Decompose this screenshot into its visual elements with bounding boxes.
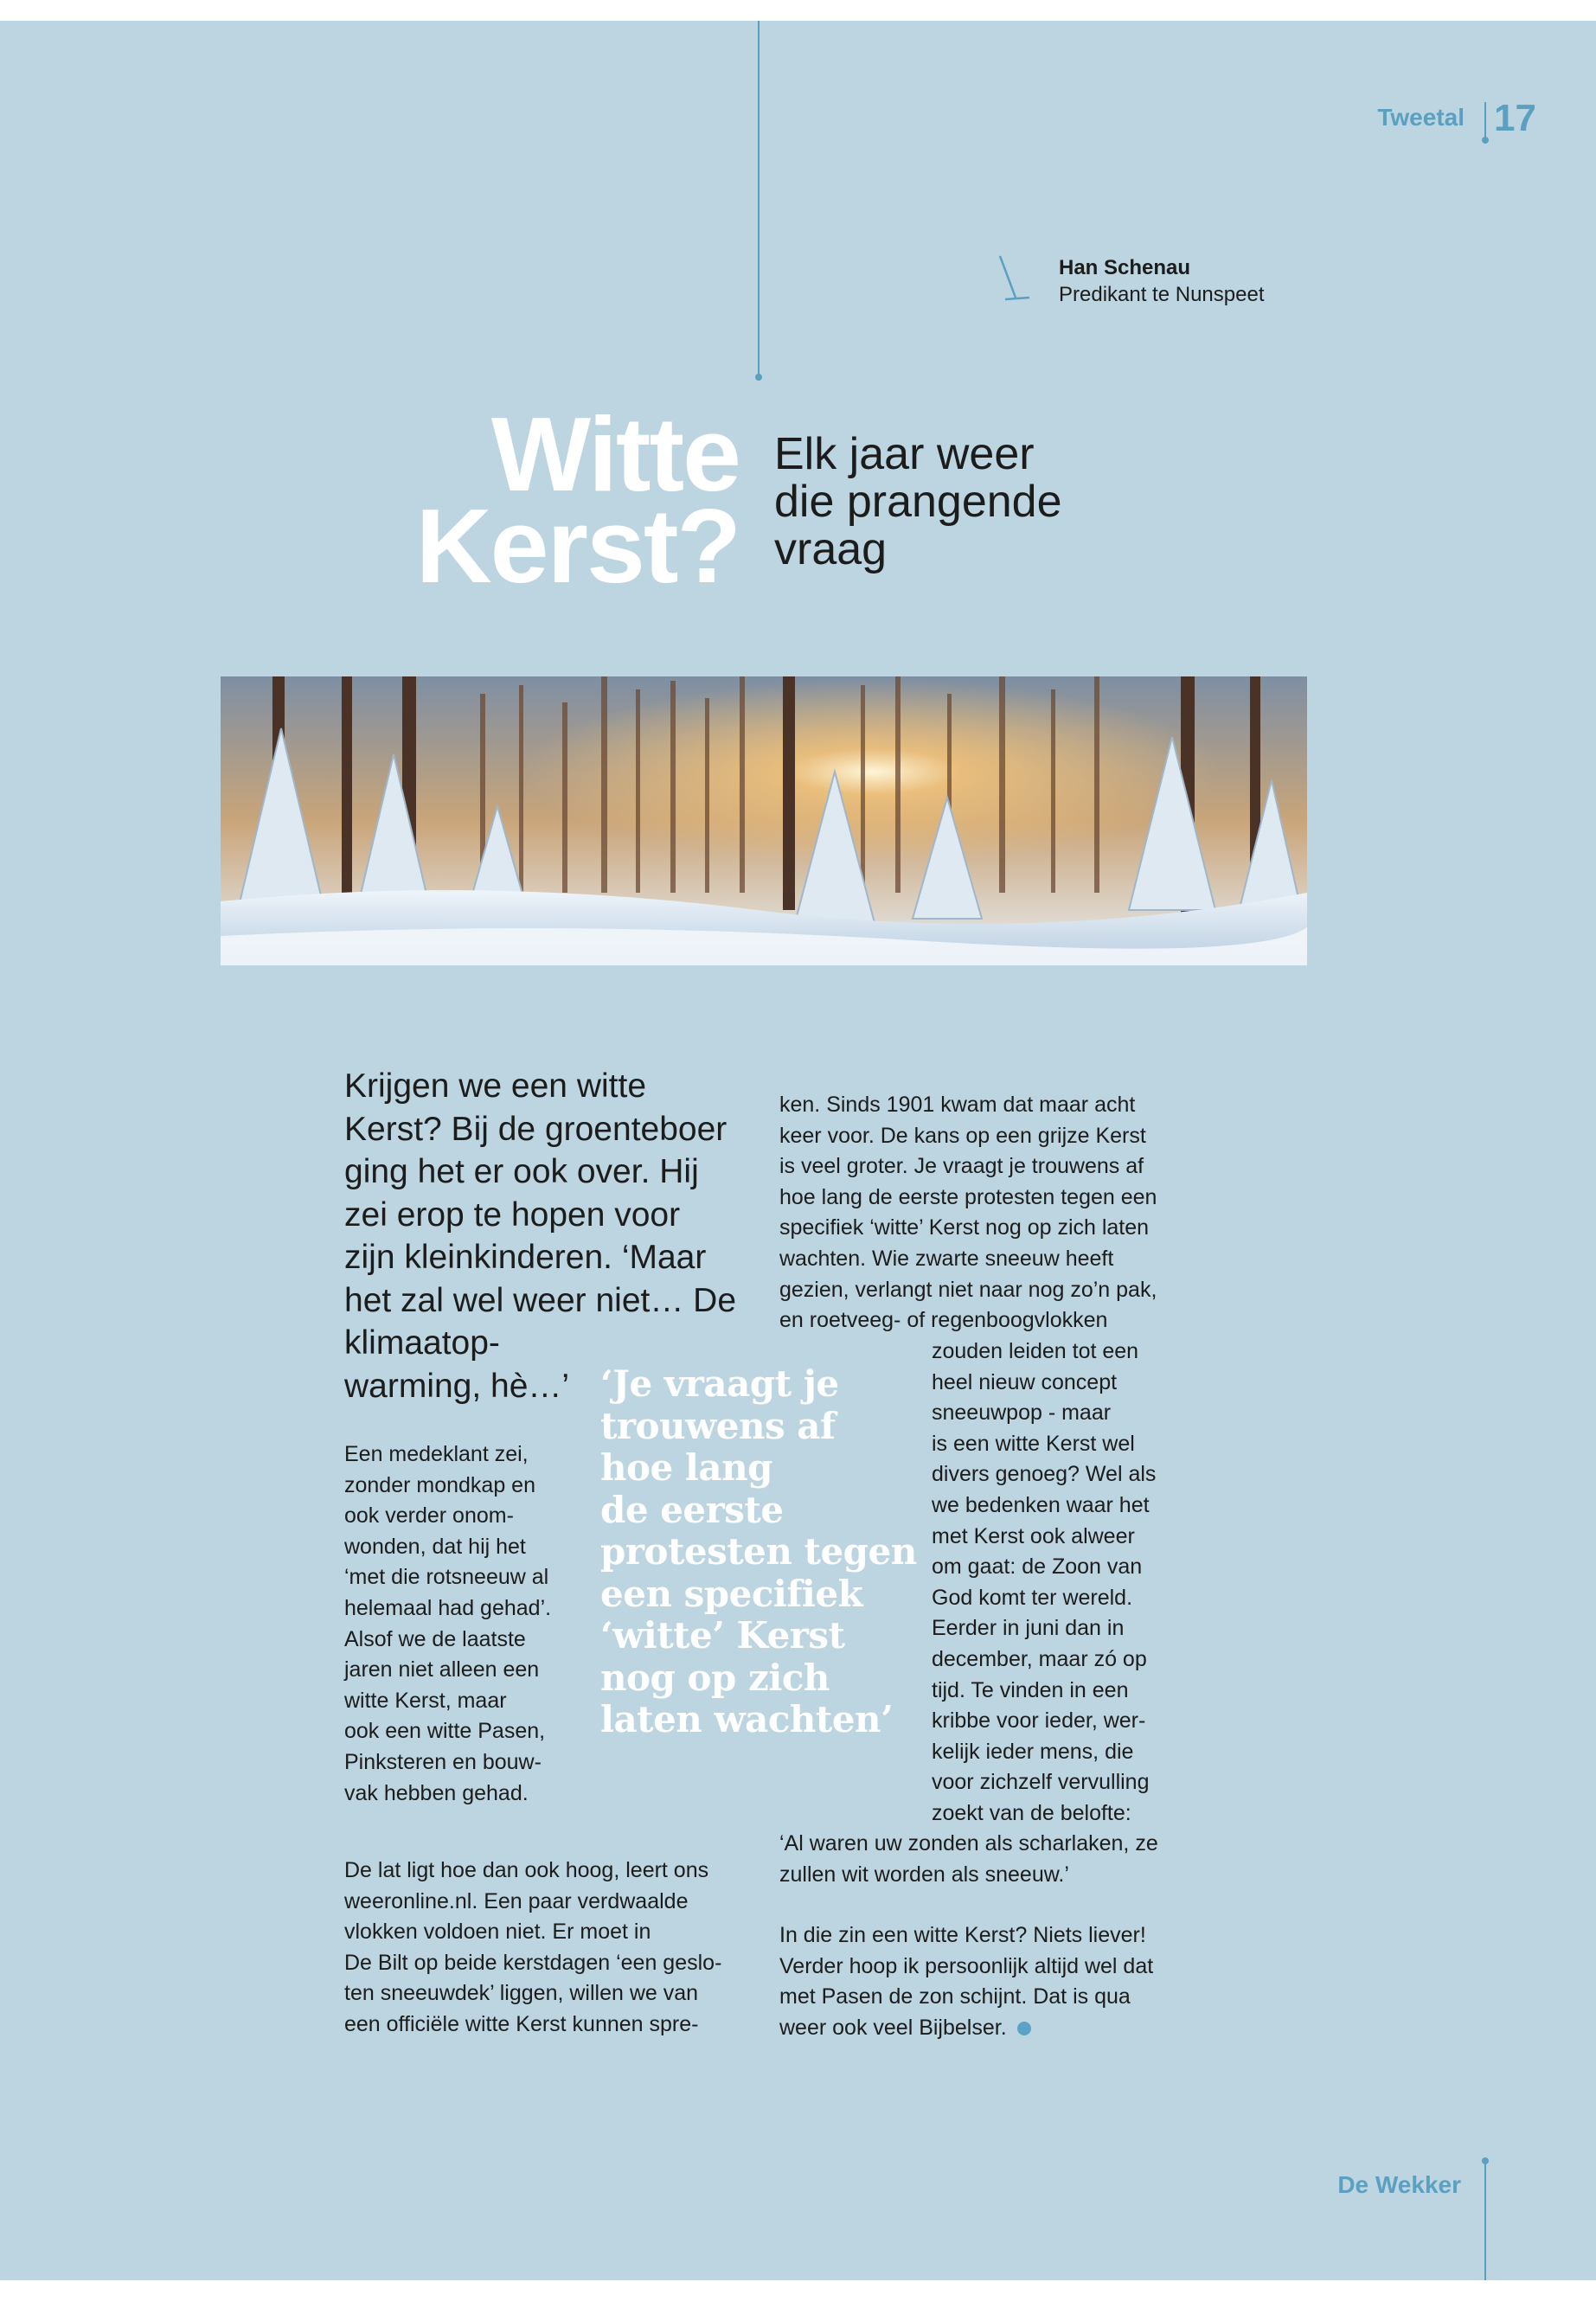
magazine-page [0, 21, 1596, 2280]
lead-line: ging het er ook over. Hij [344, 1153, 699, 1190]
text-line: Een medeklant zei, [344, 1442, 529, 1466]
text-line: om gaat: de Zoon van [932, 1554, 1143, 1580]
quote-line: trouwens af [600, 1404, 836, 1447]
text-line: ‘met die rotsneeuw al [344, 1565, 549, 1590]
text-line: vak hebben gehad. [344, 1780, 529, 1805]
page-title [307, 395, 740, 605]
snowy-forest-photo [221, 676, 1307, 965]
lead-line: warming, hè…’ [344, 1367, 570, 1405]
subtitle-line: Elk jaar weer [774, 429, 1035, 479]
text-line: wachten. Wie zwarte sneeuw heeft [779, 1246, 1114, 1271]
pull-quote [600, 1363, 917, 1741]
text-line: witte Kerst, maar [344, 1688, 507, 1713]
author-name: Han Schenau [1059, 256, 1191, 279]
text-line: weeronline.nl. Een paar verdwaalde [344, 1888, 689, 1913]
text-line: helemaal had gehad’. [344, 1595, 552, 1620]
text-line: zoekt van de belofte: [932, 1800, 1131, 1825]
body-paragraph [344, 1439, 551, 1809]
text-line: heel nieuw concept [932, 1369, 1118, 1394]
quote-line: hoe lang [600, 1446, 772, 1489]
text-line: ook verder onom- [344, 1503, 514, 1529]
title-line: Kerst? [415, 487, 740, 605]
quote-line: ‘witte’ Kerst [600, 1614, 845, 1657]
header-divider-dot [1482, 137, 1489, 144]
quote-line: laten wachten’ [600, 1698, 894, 1740]
lead-line: klimaatop- [344, 1324, 500, 1362]
text-line: kelijk ieder mens, die [932, 1739, 1134, 1764]
body-paragraph [344, 1856, 721, 2041]
text-line: tijd. Te vinden in een [932, 1677, 1129, 1702]
scripture-quote [779, 1829, 1158, 1890]
text-line: een officiële witte Kerst kunnen spre- [344, 2011, 699, 2036]
text-line: De lat ligt hoe dan ook hoog, leert ons [344, 1858, 709, 1882]
text-line: zullen wit worden als sneeuw.’ [779, 1862, 1069, 1887]
text-line: december, maar zó op [932, 1646, 1147, 1671]
text-line: specifiek ‘witte’ Kerst nog op zich laten [779, 1215, 1150, 1240]
text-line: sneeuwpop - maar [932, 1400, 1112, 1426]
lead-line: Krijgen we een witte [344, 1067, 647, 1105]
end-mark-icon [1017, 2022, 1031, 2035]
text-line-content: weer ook veel Bijbelser. [779, 2015, 1007, 2040]
text-line: en roetveeg- of regenboogvlokken [779, 1308, 1108, 1333]
text-line: zouden leiden tot een [932, 1339, 1139, 1363]
top-divider-dot [755, 374, 762, 381]
text-line: met Pasen de zon schijnt. Dat is qua [779, 1984, 1131, 2009]
lead-paragraph [344, 1065, 736, 1407]
text-line: is veel groter. Je vraagt je trouwens af [779, 1154, 1144, 1179]
section-label: Tweetal [1377, 104, 1465, 131]
text-line [779, 2013, 1153, 2044]
body-paragraph [779, 1920, 1153, 2043]
text-line: De Bilt op beide kerstdagen ‘een geslo- [344, 1950, 722, 1975]
subtitle-line: die prangende [774, 477, 1062, 527]
quote-line: ‘Je vraagt je [600, 1362, 839, 1405]
text-line: gezien, verlangt niet naar nog zo’n pak, [779, 1277, 1157, 1302]
footer-divider [1484, 2161, 1486, 2280]
body-paragraph [779, 1090, 1157, 1336]
text-line: ook een witte Pasen, [344, 1719, 546, 1744]
body-paragraph [932, 1336, 1156, 1830]
author-role: Predikant te Nunspeet [1059, 283, 1265, 306]
text-line: God komt ter wereld. [932, 1585, 1133, 1610]
lead-line: zei erop te hopen voor [344, 1195, 681, 1234]
subtitle-line: vraag [774, 524, 888, 574]
top-divider-line [758, 21, 760, 377]
text-line: kribbe voor ieder, wer- [932, 1708, 1146, 1734]
text-line: vlokken voldoen niet. Er moet in [344, 1920, 651, 1945]
text-line: keer voor. De kans op een grijze Kerst [779, 1123, 1146, 1148]
forest-illustration [221, 676, 1307, 965]
quote-line: een specifiek [600, 1572, 863, 1615]
text-line: zonder mondkap en [344, 1472, 535, 1497]
text-line: jaren niet alleen een [344, 1657, 540, 1682]
text-line: Alsof we de laatste [344, 1626, 526, 1651]
text-line: Verder hoop ik persoonlijk altijd wel dat [779, 1953, 1154, 1978]
text-line: ten sneeuwdek’ liggen, willen we van [344, 1981, 699, 2006]
arrow-icon [995, 253, 1035, 306]
text-line: hoe lang de eerste protesten tegen een [779, 1184, 1157, 1209]
text-line: Pinksteren en bouw- [344, 1749, 542, 1774]
text-line: In die zin een witte Kerst? Niets liever! [779, 1923, 1146, 1947]
text-line: divers genoeg? Wel als [932, 1462, 1157, 1487]
text-line: is een witte Kerst wel [932, 1431, 1135, 1456]
text-line: voor zichzelf vervulling [932, 1770, 1150, 1795]
lead-line: zijn kleinkinderen. ‘Maar [344, 1239, 707, 1276]
quote-line: protesten tegen [600, 1530, 917, 1573]
footer-label: De Wekker [1337, 2171, 1461, 2198]
lead-line: het zal wel weer niet… De [344, 1281, 737, 1319]
text-line: Eerder in juni dan in [932, 1616, 1125, 1641]
text-line: we bedenken waar het [932, 1492, 1150, 1517]
text-line: ‘Al waren uw zonden als scharlaken, ze [779, 1831, 1158, 1856]
title-line: Witte [490, 395, 740, 513]
page-number: 17 [1494, 97, 1536, 139]
quote-line: nog op zich [600, 1656, 830, 1699]
quote-line: de eerste [600, 1488, 784, 1531]
text-line: met Kerst ook alweer [932, 1523, 1135, 1548]
lead-line: Kerst? Bij de groenteboer [344, 1110, 727, 1148]
subtitle [774, 431, 1062, 574]
text-line: ken. Sinds 1901 kwam dat maar acht [779, 1093, 1136, 1117]
text-line: wonden, dat hij het [344, 1534, 526, 1559]
